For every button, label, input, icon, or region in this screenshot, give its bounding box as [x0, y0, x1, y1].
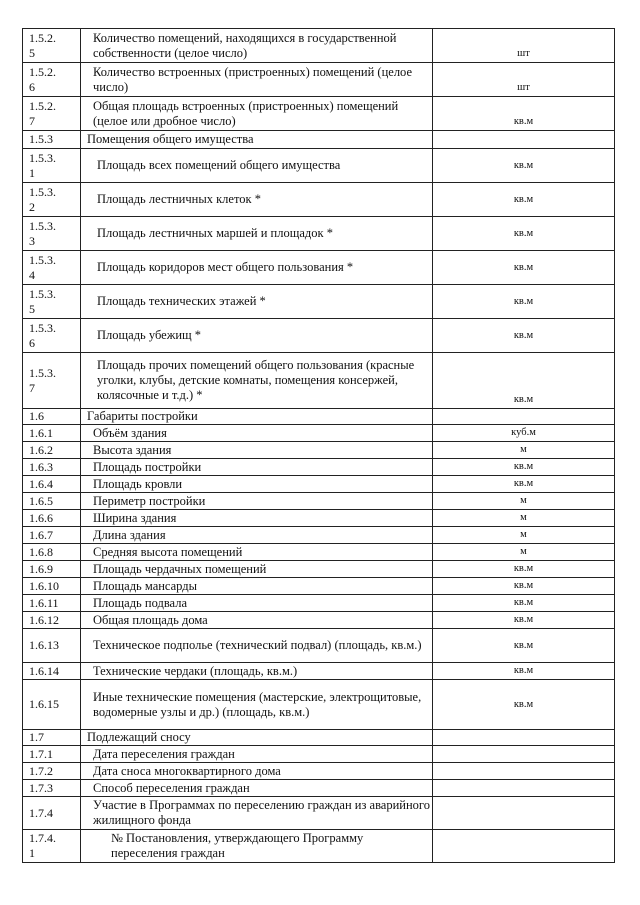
row-description-cell: Высота здания	[81, 442, 433, 459]
row-number-cell: 1.6.11	[23, 595, 81, 612]
document-table-wrapper	[22, 28, 614, 863]
row-number-cell: 1.5.3	[23, 131, 81, 149]
row-number-cell: 1.6.5	[23, 493, 81, 510]
row-description-cell: Количество помещений, находящихся в государственной собственности (целое число)	[81, 29, 433, 63]
row-unit-cell: кв.м	[433, 285, 615, 319]
row-description-cell: Общая площадь встроенных (пристроенных) помещений (целое или дробное число)	[81, 97, 433, 131]
row-unit-cell	[433, 763, 615, 780]
row-number-cell: 1.6.7	[23, 527, 81, 544]
table-row	[23, 149, 615, 183]
row-unit-cell: шт	[433, 29, 615, 63]
table-row	[23, 510, 615, 527]
table-row	[23, 425, 615, 442]
row-description-cell: Подлежащий сносу	[81, 730, 433, 746]
table-row	[23, 578, 615, 595]
row-description-cell: Участие в Программах по переселению граждан из аварийного жилищного фонда	[81, 797, 433, 830]
row-unit-cell: кв.м	[433, 183, 615, 217]
row-unit-cell: м	[433, 493, 615, 510]
row-description-cell: Иные технические помещения (мастерские, электрощитовые, водомерные узлы и др.) (площадь, кв.м.)	[81, 680, 433, 730]
table-body	[23, 29, 615, 863]
row-unit-cell	[433, 797, 615, 830]
row-unit-cell: м	[433, 527, 615, 544]
table-row	[23, 561, 615, 578]
row-number-cell: 1.6.8	[23, 544, 81, 561]
row-description-cell: Габариты постройки	[81, 409, 433, 425]
table-row	[23, 131, 615, 149]
table-row	[23, 97, 615, 131]
row-description-cell: Площадь всех помещений общего имущества	[81, 149, 433, 183]
row-description-cell: Периметр постройки	[81, 493, 433, 510]
table-row	[23, 217, 615, 251]
table-row	[23, 442, 615, 459]
table-row	[23, 663, 615, 680]
row-description-cell: Дата сноса многоквартирного дома	[81, 763, 433, 780]
row-number-cell: 1.6	[23, 409, 81, 425]
table-row	[23, 629, 615, 663]
row-description-cell: Площадь убежищ *	[81, 319, 433, 353]
row-unit-cell: кв.м	[433, 595, 615, 612]
row-unit-cell: кв.м	[433, 476, 615, 493]
row-number-cell: 1.5.2. 5	[23, 29, 81, 63]
row-unit-cell	[433, 830, 615, 863]
row-number-cell: 1.6.6	[23, 510, 81, 527]
row-description-cell: Дата переселения граждан	[81, 746, 433, 763]
row-number-cell: 1.7.4. 1	[23, 830, 81, 863]
table-row	[23, 595, 615, 612]
row-unit-cell: кв.м	[433, 561, 615, 578]
row-unit-cell	[433, 780, 615, 797]
row-description-cell: Ширина здания	[81, 510, 433, 527]
row-number-cell: 1.5.3. 4	[23, 251, 81, 285]
table-row	[23, 797, 615, 830]
table-row	[23, 319, 615, 353]
row-unit-cell: кв.м	[433, 97, 615, 131]
table-row	[23, 353, 615, 409]
row-number-cell: 1.7	[23, 730, 81, 746]
table-row	[23, 493, 615, 510]
row-description-cell: Площадь подвала	[81, 595, 433, 612]
row-unit-cell: кв.м	[433, 459, 615, 476]
row-description-cell: № Постановления, утверждающего Программу переселения граждан	[81, 830, 433, 863]
row-number-cell: 1.7.3	[23, 780, 81, 797]
row-unit-cell: кв.м	[433, 612, 615, 629]
row-unit-cell	[433, 409, 615, 425]
row-unit-cell	[433, 746, 615, 763]
row-description-cell: Площадь мансарды	[81, 578, 433, 595]
row-unit-cell: м	[433, 544, 615, 561]
table-row	[23, 830, 615, 863]
row-description-cell: Технические чердаки (площадь, кв.м.)	[81, 663, 433, 680]
table-row	[23, 680, 615, 730]
row-description-cell: Площадь технических этажей *	[81, 285, 433, 319]
row-number-cell: 1.6.4	[23, 476, 81, 493]
row-description-cell: Количество встроенных (пристроенных) помещений (целое число)	[81, 63, 433, 97]
table-row	[23, 612, 615, 629]
row-unit-cell: кв.м	[433, 149, 615, 183]
row-number-cell: 1.7.2	[23, 763, 81, 780]
table-row	[23, 285, 615, 319]
row-number-cell: 1.6.1	[23, 425, 81, 442]
row-description-cell: Помещения общего имущества	[81, 131, 433, 149]
row-description-cell: Площадь лестничных клеток *	[81, 183, 433, 217]
row-unit-cell: шт	[433, 63, 615, 97]
row-description-cell: Площадь чердачных помещений	[81, 561, 433, 578]
table-row	[23, 183, 615, 217]
table-row	[23, 527, 615, 544]
row-number-cell: 1.5.2. 6	[23, 63, 81, 97]
row-description-cell: Техническое подполье (технический подвал) (площадь, кв.м.)	[81, 629, 433, 663]
table-row	[23, 746, 615, 763]
row-description-cell: Длина здания	[81, 527, 433, 544]
row-unit-cell: кв.м	[433, 629, 615, 663]
row-unit-cell	[433, 131, 615, 149]
row-unit-cell: кв.м	[433, 663, 615, 680]
row-number-cell: 1.6.2	[23, 442, 81, 459]
row-number-cell: 1.6.10	[23, 578, 81, 595]
table-row	[23, 63, 615, 97]
row-number-cell: 1.6.9	[23, 561, 81, 578]
row-unit-cell: м	[433, 442, 615, 459]
row-unit-cell: кв.м	[433, 251, 615, 285]
passport-table	[22, 28, 615, 863]
row-number-cell: 1.5.2. 7	[23, 97, 81, 131]
row-number-cell: 1.5.3. 7	[23, 353, 81, 409]
table-row	[23, 476, 615, 493]
row-description-cell: Площадь коридоров мест общего пользования *	[81, 251, 433, 285]
row-number-cell: 1.5.3. 6	[23, 319, 81, 353]
row-description-cell: Площадь постройки	[81, 459, 433, 476]
row-description-cell: Общая площадь дома	[81, 612, 433, 629]
row-number-cell: 1.6.15	[23, 680, 81, 730]
table-row	[23, 763, 615, 780]
row-unit-cell: кв.м	[433, 578, 615, 595]
row-description-cell: Способ переселения граждан	[81, 780, 433, 797]
row-description-cell: Площадь прочих помещений общего пользования (красные уголки, клубы, детские комнаты, помещения консержей, колясочные и т.д.) *	[81, 353, 433, 409]
table-row	[23, 409, 615, 425]
row-number-cell: 1.6.3	[23, 459, 81, 476]
table-row	[23, 780, 615, 797]
row-description-cell: Площадь кровли	[81, 476, 433, 493]
row-unit-cell: кв.м	[433, 319, 615, 353]
row-number-cell: 1.7.1	[23, 746, 81, 763]
table-row	[23, 29, 615, 63]
row-description-cell: Объём здания	[81, 425, 433, 442]
row-number-cell: 1.6.13	[23, 629, 81, 663]
table-row	[23, 730, 615, 746]
table-row	[23, 251, 615, 285]
row-unit-cell: кв.м	[433, 217, 615, 251]
row-number-cell: 1.5.3. 1	[23, 149, 81, 183]
row-number-cell: 1.7.4	[23, 797, 81, 830]
table-row	[23, 544, 615, 561]
row-description-cell: Площадь лестничных маршей и площадок *	[81, 217, 433, 251]
row-unit-cell: кв.м	[433, 680, 615, 730]
row-unit-cell	[433, 730, 615, 746]
row-unit-cell: м	[433, 510, 615, 527]
row-number-cell: 1.6.14	[23, 663, 81, 680]
row-number-cell: 1.5.3. 5	[23, 285, 81, 319]
table-row	[23, 459, 615, 476]
row-number-cell: 1.6.12	[23, 612, 81, 629]
row-unit-cell: кв.м	[433, 353, 615, 409]
row-number-cell: 1.5.3. 3	[23, 217, 81, 251]
row-number-cell: 1.5.3. 2	[23, 183, 81, 217]
row-unit-cell: куб.м	[433, 425, 615, 442]
row-description-cell: Средняя высота помещений	[81, 544, 433, 561]
